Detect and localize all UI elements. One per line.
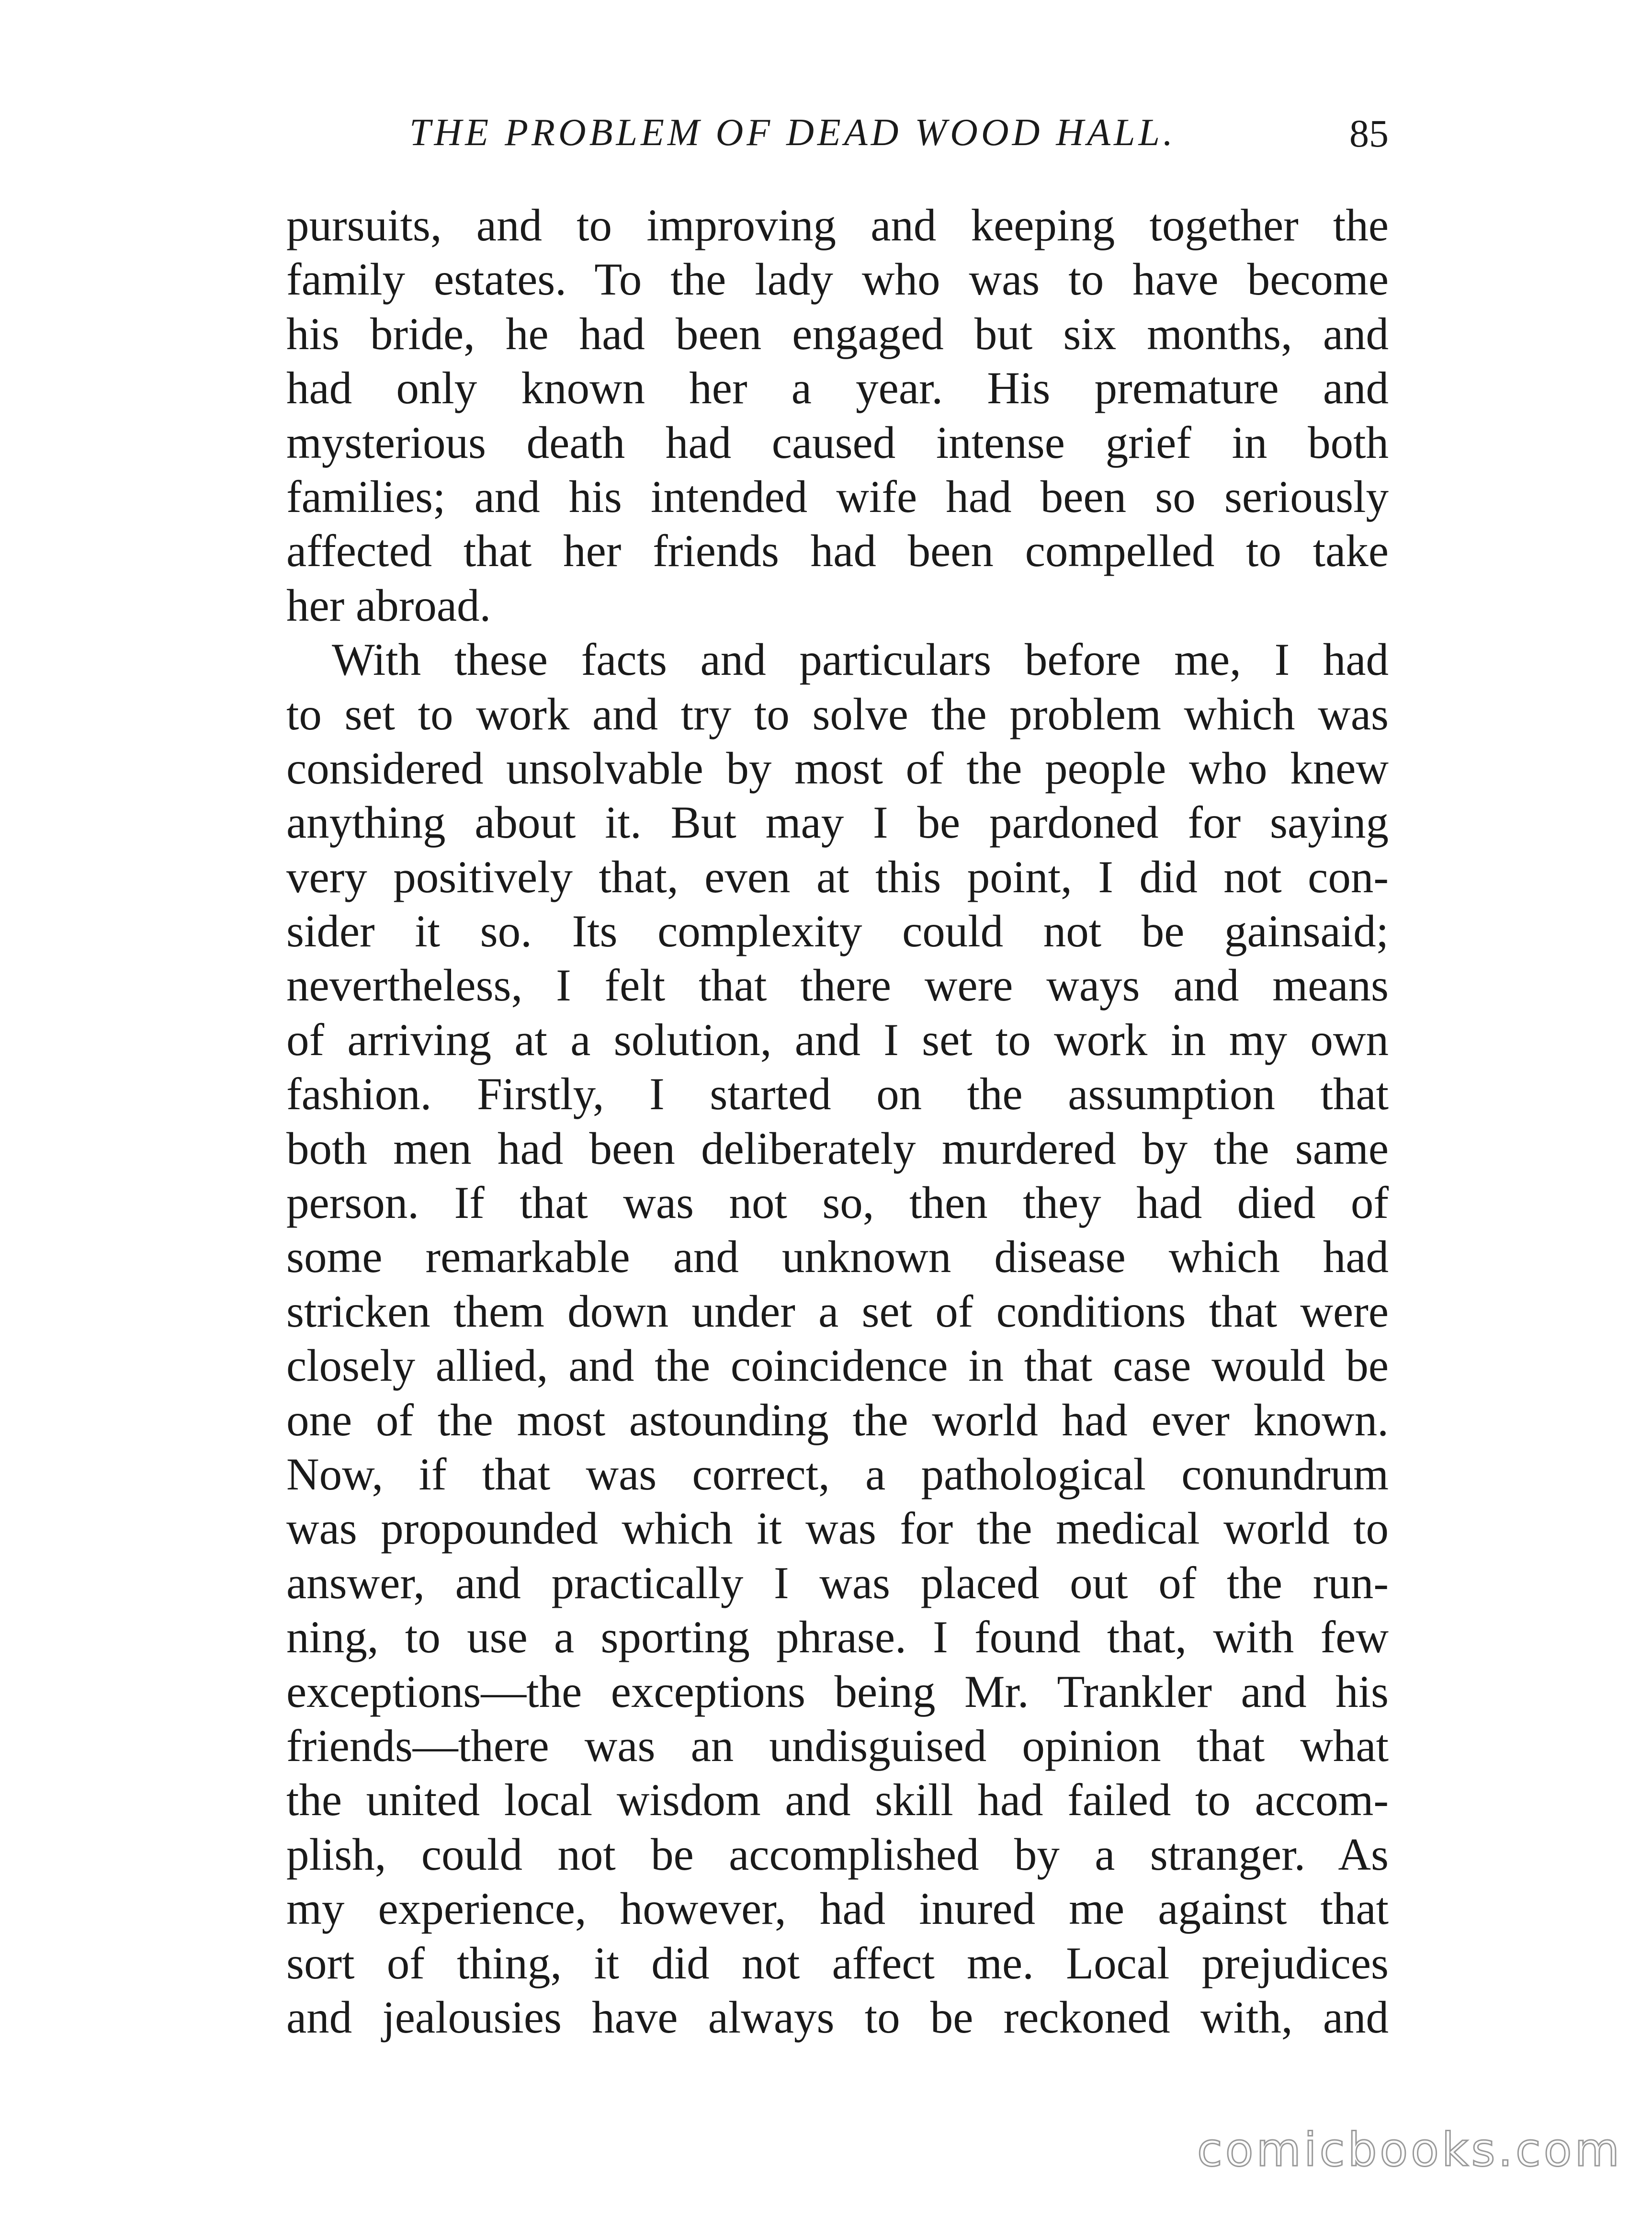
text-line: both men had been deliberately murdered by the same	[286, 1123, 1389, 1174]
text-line: considered unsolvable by most of the people who knew	[286, 742, 1389, 794]
paragraph	[286, 198, 1389, 633]
text-line: closely allied, and the coincidence in that case would be	[286, 1340, 1389, 1391]
text-line: one of the most astounding the world had ever known.	[286, 1394, 1389, 1445]
text-line: mysterious death had caused intense grief in both	[286, 417, 1389, 468]
text-line: some remarkable and unknown disease which had	[286, 1231, 1389, 1283]
text-line: answer, and practically I was placed out of the run-	[286, 1557, 1389, 1608]
text-line: ning, to use a sporting phrase. I found that, with few	[286, 1612, 1389, 1663]
text-line: had only known her a year. His premature and	[286, 363, 1389, 414]
text-line: nevertheless, I felt that there were ways and means	[286, 960, 1389, 1011]
text-line: to set to work and try to solve the problem which was	[286, 688, 1389, 739]
text-line: Now, if that was correct, a pathological conundrum	[286, 1448, 1389, 1500]
text-line: the united local wisdom and skill had failed to accom-	[286, 1774, 1389, 1826]
text-line: pursuits, and to improving and keeping together the	[286, 200, 1389, 250]
running-head: THE PROBLEM OF DEAD WOOD HALL.	[409, 112, 1177, 154]
text-line: exceptions—the exceptions being Mr. Trankler and his	[286, 1666, 1389, 1717]
text-line: his bride, he had been engaged but six months, and	[286, 308, 1389, 359]
text-line: sider it so. Its complexity could not be gainsaid;	[286, 906, 1389, 957]
text-line: anything about it. But may I be pardoned for saying	[286, 797, 1389, 848]
text-line: fashion. Firstly, I started on the assumption that	[286, 1068, 1389, 1120]
text-line: sort of thing, it did not affect me. Local prejudices	[286, 1937, 1389, 1988]
text-line: and jealousies have always to be reckoned with, and	[286, 1991, 1389, 2043]
paragraph	[286, 633, 1389, 2045]
text-line: was propounded which it was for the medical world to	[286, 1503, 1389, 1554]
page-number: 85	[1349, 112, 1389, 155]
text-line: very positively that, even at this point, I did not con-	[286, 851, 1389, 902]
text-line: family estates. To the lady who was to have become	[286, 254, 1389, 305]
watermark-logo: comicbooks.com	[1197, 2123, 1622, 2177]
text-line: affected that her friends had been compelled to take	[286, 525, 1389, 577]
text-line: friends—there was an undisguised opinion that what	[286, 1720, 1389, 1771]
text-line: of arriving at a solution, and I set to work in my own	[286, 1014, 1389, 1065]
text-line: families; and his intended wife had been so seriously	[286, 471, 1389, 522]
text-line: With these facts and particulars before me, I had	[332, 634, 1389, 685]
text-line: stricken them down under a set of conditions that were	[286, 1285, 1389, 1337]
text-line: plish, could not be accomplished by a stranger. As	[286, 1829, 1389, 1880]
body-text	[286, 198, 1389, 2045]
text-line: person. If that was not so, then they had died of	[286, 1177, 1389, 1228]
text-line: her abroad.	[286, 579, 491, 631]
text-line: my experience, however, had inured me against that	[286, 1883, 1389, 1934]
